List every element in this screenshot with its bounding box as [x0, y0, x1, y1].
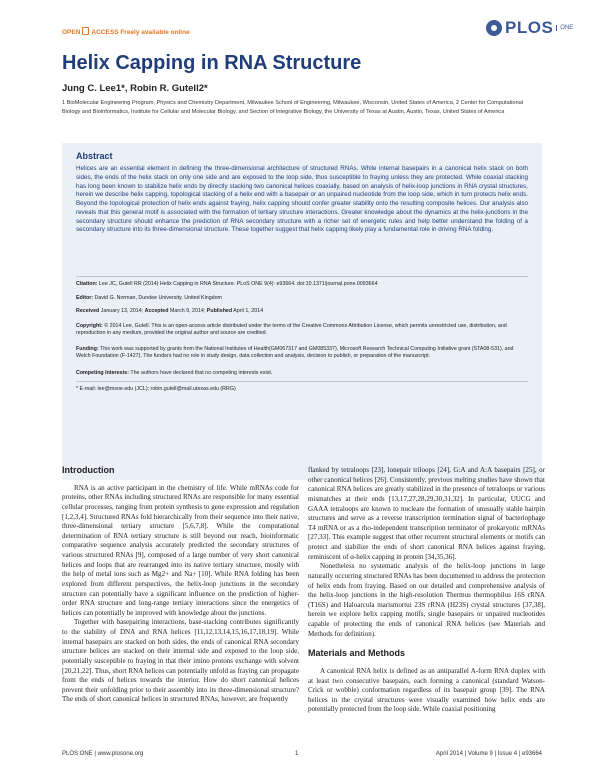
left-column: [62, 466, 299, 705]
paragraph: Together with basepairing interactions, base-stacking contributes significantly to the stability of DNA and RNA helices [11,12,13,14,15,16,17,18,19]. While internal basepairs are stacked on both sides, the ends of canonical RNA secondary structure helices are stacked on their internal side and exposed to the loop side, potentially susceptible to fraying in that their imino protons exchange with solvent [20,21,22]. Thus, short RNA helices can potentially unfold as fraying can propagate from the ends of helices towards the interior. How do short canonical helices prevent their unfolding prior to their assembly into its three-dimensional structure? The ends of short canonical helices in structured RNAs, however, are frequently: [62, 618, 299, 704]
open-access-label-2: ACCESS: [91, 29, 119, 36]
divider: [76, 381, 528, 382]
plos-logo-icon: [486, 20, 502, 36]
plos-logo-sub: ONE: [556, 25, 573, 31]
introduction-heading: Introduction: [62, 465, 115, 475]
funding-label: Funding:: [76, 346, 99, 352]
journal-header: [0, 0, 600, 44]
published-date: April 1, 2014: [233, 308, 264, 314]
funding-text: This work was supported by grants from the National Institutes of Health(GM067317 and GM085337), Microsoft Research Technical Computing Initiative grant (STA08-531), and Welch Foundation (F-1427). The funders had no role in study design, data collection and analysis, decision to publish, or preparation of the manuscript.: [76, 346, 514, 360]
plos-logo-text: PLOS: [505, 18, 554, 37]
footer-journal: PLOS ONE | www.plosone.org: [62, 751, 144, 757]
open-access-badge: [62, 27, 190, 36]
paragraph: RNA is an active participant in the chemistry of life. While mRNAs code for proteins, other RNAs including structured RNAs are responsible for many essential cellular processes, ranging from protein synthesis to gene expression and regulation [1,2,3,4]. Structured RNAs fold hierarchically from their sequence into their native, three-dimensional tertiary structure [5,6,7,8]. While the computational determination of RNA tertiary structure is still beyond our reach, bioinformatic comparative sequence analysis accurately predicted the secondary structures of various structured RNAs [9], composed of a large number of very short canonical helices and loops that are rearranged into its native tertiary structure, mostly with the help of metal ions such as Mg2+ and Na+ [10]. While RNA folding has been explored from different perspectives, the helix-loop junctions in the secondary structure can potentially have a significant influence on the prediction of higher-order RNA structure and long-range tertiary interactions since the energetics of helices can potentially be improved with knowledge about the junctions.: [62, 483, 299, 617]
divider: [76, 276, 528, 277]
competing-label: Competing Interests:: [76, 370, 129, 376]
editor-text: David G. Norman, Dundee University, United Kingdom: [94, 295, 222, 301]
page-number: 1: [295, 751, 299, 757]
methods-heading: Materials and Methods: [308, 648, 406, 659]
plos-logo: [486, 18, 573, 38]
affiliations: 1 BioMolecular Engineering Program, Physics and Chemistry Department, Milwaukee School of Engineering, Milwaukee, Wisconsin, United States of America, 2 Center for Computational Biology and Bioinformatics, Institute for Cellular and Molecular Biology, and Section of Integrative Biology, the University of Texas at Austin, Austin, Texas, United States of America: [62, 100, 524, 115]
received-label: Received: [76, 308, 100, 314]
paragraph: A canonical RNA helix is defined as an antiparallel A-form RNA duplex with at least two consecutive basepairs, each forming a canonical (standard Watson-Crick or wobble) conformation regardless of its basepair group [39]. The RNA helices in the crystal structures were visually examined how helix ends are potentially protected from the loop side. While coaxial positioning: [308, 666, 545, 714]
competing-text: The authors have declared that no competing interests exist.: [130, 370, 273, 376]
abstract-heading: Abstract: [76, 151, 113, 161]
editor-label: Editor:: [76, 295, 94, 301]
abstract-text: Helices are an essential element in defining the three-dimensional architecture of structured RNAs. While internal basepairs in a canonical helix stack on both sides, the ends of the helix stack on only one side and are exposed to the loop side, thus susceptible to fraying unless they are protected. While coaxial stacking has long been known to stabilize helix ends by directly stacking two canonical helices coaxially, based on analysis of helix-loop junctions in RNA crystal structures, herein we describe helix capping, topological stacking of a helix end with a basepair or an unpaired nucleotide from the loop side, which in turn protects helix ends. Beyond the topological protection of helix ends against fraying, helix capping should confer greater stability onto the resulting composite helices. Our analysis also reveals that this general motif is associated with the formation of tertiary structure interactions. Greater knowledge about the dynamics at the helix-junctions in the secondary structure should enhance the prediction of RNA secondary structure with a richer set of energetic rules and help better understand the folding of a secondary structure into its three-dimensional structure. These together suggest that helix capping likely play a fundamental role in driving RNA folding.: [76, 165, 528, 234]
author-list: Jung C. Lee1*, Robin R. Gutell2*: [62, 83, 208, 94]
open-lock-icon: [82, 27, 89, 35]
paragraph: flanked by tetraloops [23], lonepair triloops [24], G:A and A:A basepairs [25], or other canonical helices [26]. Consistently, previous melting studies have shown that canonical RNA helices are greatly stabilized in the presence of tetraloops or various mismatches at their ends [13,17,27,28,29,30,31,32]. In particular, UUCG and GAAA tetraloops are known to nucleate the formation of unusually stable hairpin structures and serve as a reverse transcription termination signal of bacteriophage T4 mRNA or as a rho-independent transcription terminator of prokaryotic mRNAs [27,33]. This example suggest that other recurrent structural elements or motifs can protect and stabilize the ends of short canonical RNA helices against fraying, reminiscent of α-helix capping in protein [34,35,36].: [308, 466, 545, 561]
abstract-box: [62, 143, 542, 480]
copyright: [76, 323, 528, 338]
citation-text: Lee JC, Gutell RR (2014) Helix Capping in RNA Structure. PLoS ONE 9(4): e93664. doi:10.1371/journal.pone.0093664: [98, 281, 378, 287]
email: * E-mail: lee@msoe.edu (JCL); robin.gutell@mail.utexas.edu (RRG): [76, 386, 236, 392]
funding: [76, 346, 528, 361]
published-label: Published: [206, 308, 233, 314]
citation-label: Citation:: [76, 281, 98, 287]
copyright-label: Copyright:: [76, 323, 103, 329]
footer-issue: April 2014 | Volume 9 | Issue 4 | e93664: [435, 751, 542, 757]
citation: [76, 281, 528, 288]
competing-interests: [76, 370, 528, 377]
accepted-date: March 9, 2014;: [169, 308, 206, 314]
freely-available-label: Freely available online: [120, 29, 190, 36]
paragraph: Nonetheless no systematic analysis of the helix-loop junctions in large naturally occurring structured RNAs has been documented to address the protection of helix ends from fraying. Based on our detailed and comprehensive analysis of the helix-loop junctions in the high-resolution Thermus thermophilus 16S rRNA (T16S) and Haloarcula marismortui 23S rRNA (H23S) crystal structures [37,38], herein we explore helix capping motifs, single basepairs or unpaired nucleotides capable of protecting the ends of canonical RNA helices (see Materials and Methods for definition).: [308, 562, 545, 638]
received-date: January 13, 2014;: [100, 308, 144, 314]
copyright-text: © 2014 Lee, Gutell. This is an open-access article distributed under the terms of the Creative Commons Attribution License, which permits unrestricted use, distribution, and reproduction in any medium, provided the original author and source are credited.: [76, 323, 507, 337]
right-column: [308, 466, 545, 715]
accepted-label: Accepted: [144, 308, 169, 314]
editor: [76, 295, 528, 302]
article-title: Helix Capping in RNA Structure: [62, 52, 362, 74]
open-access-label: OPEN: [62, 29, 81, 36]
dates: [76, 308, 528, 315]
